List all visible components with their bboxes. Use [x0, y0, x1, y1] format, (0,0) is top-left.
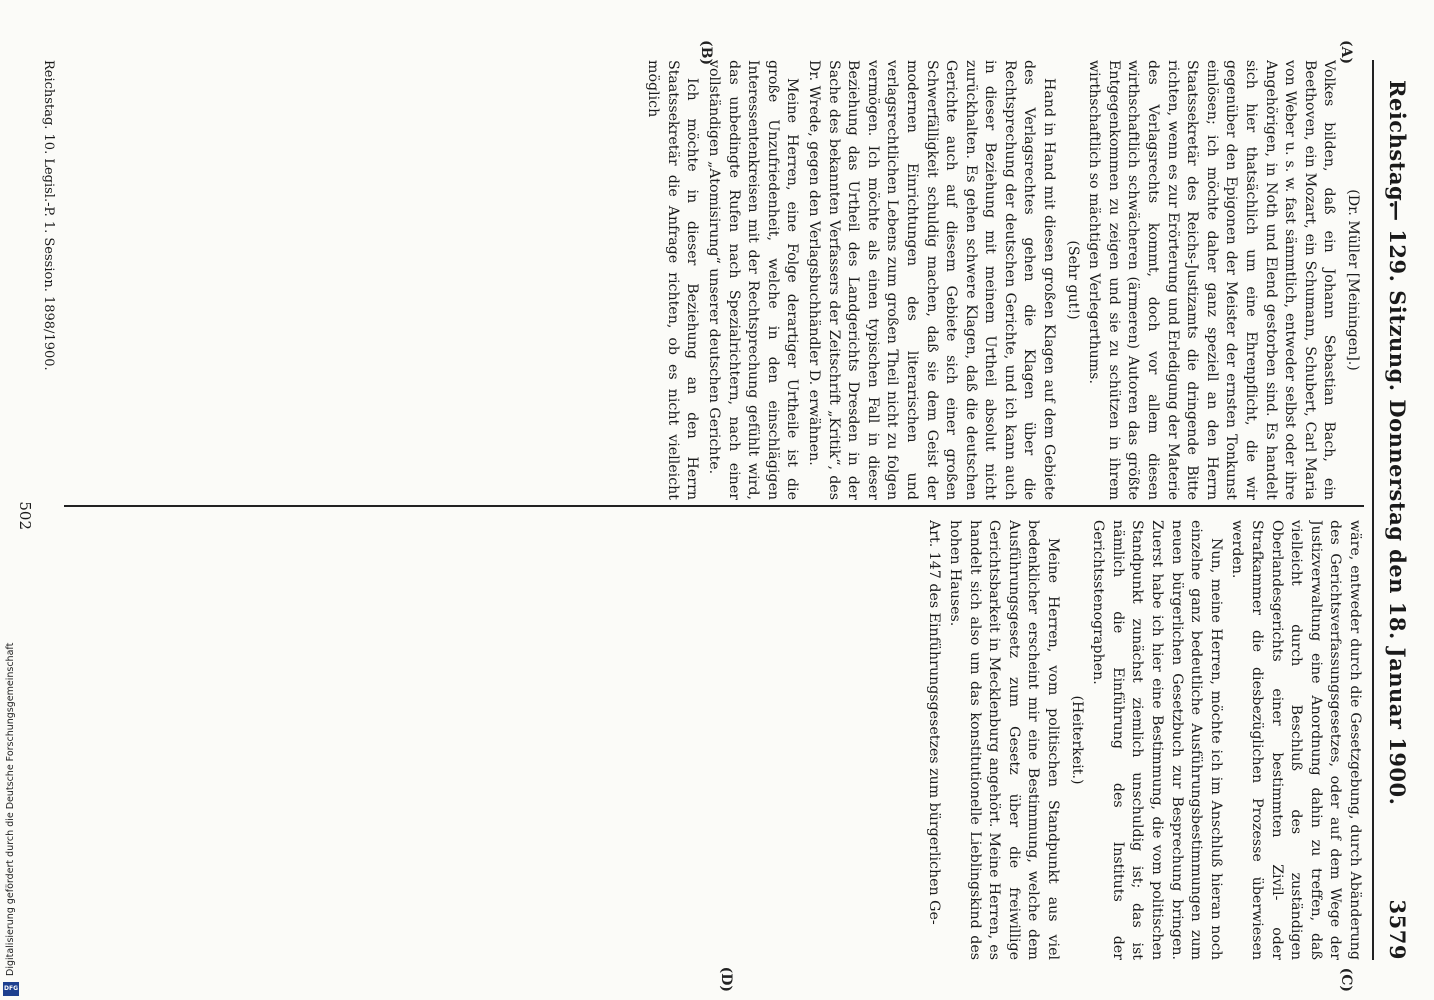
- right-paragraph-1: wäre, entweder durch die Gesetzgebung, durch Abänderung des Gerichtsverfassungsgesetzes, oder auf dem Wege der Justizverwaltung eine Anordnung dahin zu treffen, daß vielleicht durch Beschluß des zuständigen Oberlandesgerichts einer bestimmten Zivil- oder Strafkammer die diesbezüglichen Prozesse überwiesen werden.: [1229, 520, 1363, 960]
- dfg-credit-text: Digitalisierung gefördert durch die Deutsche Forschungsgemeinschaft: [5, 642, 16, 976]
- margin-mark-d: (D): [718, 966, 734, 992]
- speaker-name: (Dr. Müller [Meiningen].): [1345, 189, 1361, 371]
- dfg-credit: [2, 610, 20, 998]
- session-reference: Reichstag. 10. Legisl.-P. 1. Session. 1898/1900.: [41, 60, 56, 371]
- header-left: Reichstag.: [1385, 80, 1410, 209]
- left-paragraph-3: Meine Herren, eine Folge derartiger Urtheile ist die große Unzufriedenheit, welche in den einschlägigen Interessentenkreisen mit der Rechtsprechung gefühlt wird, das unbedingte Rufen nach Spezialrichtern, nach einer vollständigen „Atomisirung“ unserer deutschen Gerichte.: [706, 60, 801, 500]
- margin-mark-b: (B): [698, 40, 714, 66]
- header-rule: [1372, 60, 1374, 960]
- margin-mark-a: (A): [1338, 40, 1354, 65]
- header-title: — 129. Sitzung. Donnerstag den 18. Januar 1900.: [1385, 200, 1410, 806]
- header-page-number: 3579: [1385, 899, 1410, 960]
- right-paragraph-3: Meine Herren, vom politischen Standpunkt aus viel bedenklicher erscheint mir eine Bestimmung, welche dem Ausführungsgesetz zum Gesetz über die freiwillige Gerichtsbarkeit in Mecklenburg angehört. Meine Herren, es handelt sich also um das konstitutionelle Lieblingskind des hohen Hauses.: [947, 520, 1062, 960]
- right-column: [64, 520, 1364, 960]
- applause-note: (Sehr gut!): [1064, 240, 1081, 320]
- dfg-logo-icon: DFG: [3, 982, 19, 996]
- sheet-number: 502: [16, 501, 34, 530]
- right-paragraph-2: Nun, meine Herren, möchte ich im Anschluß hieran noch einzelne ganz bedeutliche Ausführungsbestimmungen zum neuen bürgerlichen Gesetzbuch zur Besprechung bringen. Zuerst habe ich hier eine Bestimmung, die vom politischen Standpunkt zunächst ziemlich unschuldig ist; das ist nämlich die Einführung des Instituts der Gerichtsstenographen.: [1090, 520, 1224, 960]
- left-paragraph-1: Volkes bilden, daß ein Johann Sebastian Bach, ein Beethoven, ein Mozart, ein Schumann, Schubert, Carl Maria von Weber u. s. w. fast sämmtlich, entweder selbst oder ihre Angehörigen, in Noth und Elend gestorben sind. Es handelt sich hier thatsächlich um eine Ehrenpflicht, die wir gegenüber den Epigonen der Meister der ernsten Tonkunst einlösen; ich möchte daher ganz speziell an den Herrn Staatssekretär des Reichs-Justizamts die dringende Bitte richten, wenn es zur Erörterung und Erledigung der Materie des Verlagsrechts kommt, doch vor allem diesen wirthschaftlich schwächeren (ärmeren) Autoren das größte Entgegenkommen zu zeigen und sie zu schützen in ihrem wirthschaftlich so mächtigen Verlegerthums.: [1086, 60, 1338, 500]
- left-paragraph-4: Ich möchte in dieser Beziehung an den Herrn Staatssekretär die Anfrage richten, ob es nicht vielleicht möglich: [645, 60, 701, 500]
- page-header: [1376, 40, 1416, 960]
- left-column: [64, 60, 1364, 500]
- left-paragraph-2: Hand in Hand mit diesen großen Klagen auf dem Gebiete des Verlagsrechtes gehen die Klagen über die Rechtsprechung der deutschen Gerichte, und ich kann auch in dieser Beziehung mit meinem Urtheil absolut nicht zurückhalten. Es gehen schwere Klagen, daß die deutschen Gerichte auch auf diesem Gebiete sich einer großen Schwerfälligkeit schuldig machen, daß sie dem Geist der modernen Einrichtungen des literarischen und verlagsrechtlichen Lebens zum großen Theil nicht zu folgen vermögen. Ich möchte als einen typischen Fall in dieser Beziehung das Urtheil des Landgerichts Dresden in der Sache des bekannten Verfassers der Zeitschrift „Kritik“, des Dr. Wrede, gegen den Verlagsbuchhändler D. erwähnen.: [805, 60, 1058, 500]
- margin-mark-c: (C): [1338, 967, 1354, 992]
- right-paragraph-4: Art. 147 des Einführungsgesetzes zum bürgerlichen Ge-: [925, 520, 942, 925]
- laughter-note: (Heiterkeit.): [1068, 695, 1085, 785]
- column-divider: [64, 505, 1364, 507]
